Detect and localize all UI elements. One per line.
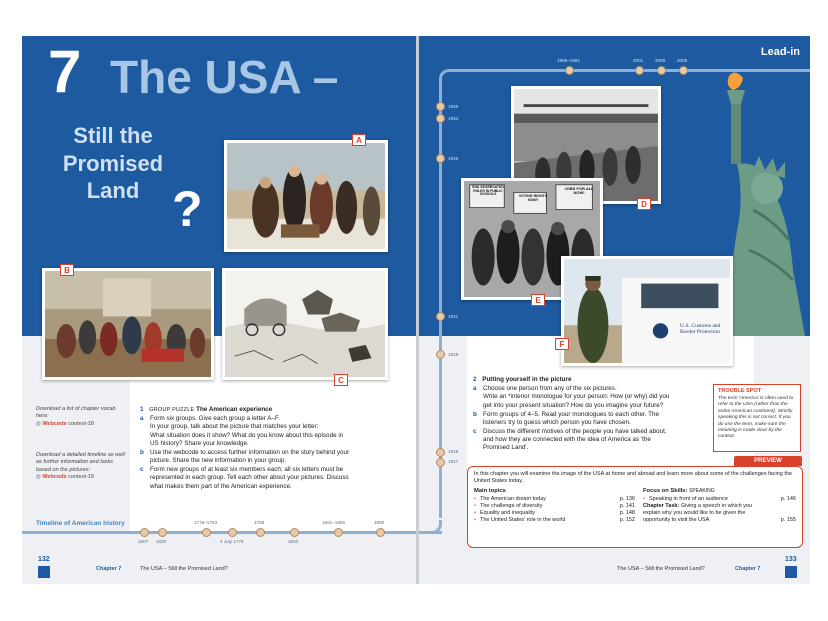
page-number: 132	[38, 556, 50, 563]
timeline-dot[interactable]	[376, 528, 385, 537]
timeline-dot[interactable]	[202, 528, 211, 537]
footer-title: The USA – Still the Promised Land?	[140, 566, 228, 572]
bullet-icon: •	[643, 495, 645, 502]
subtitle-line: Still the	[73, 123, 153, 148]
item-line: Form groups of 4–5. Read your monologues to each other. The	[483, 410, 659, 418]
task-number: 1	[140, 406, 144, 413]
chapter-task-line: Giving a speech in which you	[680, 502, 753, 509]
topic-link[interactable]	[474, 496, 635, 503]
timeline-dot[interactable]	[436, 154, 445, 163]
timeline-year: 1803	[288, 539, 299, 544]
footer-chapter: Chapter 7	[96, 566, 122, 572]
timeline-corner-top	[439, 69, 453, 83]
item-line: picture. Share the new information in your group.	[150, 457, 287, 465]
item-line: Form new groups of at least six members each; all six letters must be	[150, 466, 344, 474]
task-number: 2	[473, 376, 477, 383]
webcode-vocab-link[interactable]	[36, 421, 128, 428]
webcode-icon: ◎	[36, 420, 41, 427]
pilgrims-painting-icon	[227, 143, 385, 249]
trouble-spot-box	[713, 384, 801, 452]
focus-page: p. 146	[780, 495, 796, 502]
timeline-dot[interactable]	[436, 312, 445, 321]
timeline-dot[interactable]	[436, 448, 445, 457]
chapter-task-row	[643, 517, 796, 524]
vehicle-text	[680, 323, 733, 336]
timeline-year: 1775–1783	[194, 520, 217, 525]
webcode-timeline-link[interactable]	[36, 474, 128, 481]
task-2	[473, 376, 709, 453]
timeline-year: 1945	[448, 156, 459, 161]
timeline-year: 1989–1991	[557, 58, 580, 63]
topic-label: The American dream today	[480, 495, 547, 502]
timeline-year: 4 July 1776	[220, 539, 244, 544]
footer-marker	[785, 566, 797, 578]
item-line: Use the webcode to access further information on the story behind your	[150, 448, 350, 456]
timeline-year: 1789	[254, 520, 265, 525]
declaration-painting-icon	[45, 271, 211, 377]
footer-marker	[38, 566, 50, 578]
chapter-task-line: explain why you would like to be given the	[643, 510, 746, 517]
timeline-year: 1917	[448, 459, 459, 464]
photo-label-f: F	[555, 338, 569, 350]
photo-c-wagon-train[interactable]	[222, 268, 388, 380]
preview-box	[467, 466, 803, 548]
photo-b-declaration[interactable]	[42, 268, 214, 380]
webcode-code: context-19	[68, 474, 94, 481]
preview-columns	[474, 488, 796, 524]
photo-label-b: B	[60, 264, 74, 276]
timeline-year: 1954	[448, 116, 459, 121]
photo-a-pilgrims[interactable]	[224, 140, 388, 252]
timeline-year: 1620	[156, 539, 167, 544]
bullet-icon: •	[474, 502, 476, 509]
item-line: Form six groups. Give each group a letter A–F.	[150, 415, 280, 423]
left-page	[22, 36, 416, 584]
timeline-dot[interactable]	[436, 102, 445, 111]
task-1-item-a	[140, 415, 408, 448]
topic-page: p. 136	[619, 495, 635, 502]
sidenote-timeline	[36, 452, 128, 482]
task-1-item-b	[140, 449, 408, 465]
webcode-code: context-18	[68, 420, 94, 427]
bullet-icon: •	[474, 495, 476, 502]
item-letter: a	[140, 415, 144, 423]
item-letter: a	[473, 385, 477, 393]
item-line: represented in each group. Tell each other about your pictures. Discuss	[150, 474, 349, 482]
topic-label: Equality and inequality	[480, 510, 536, 517]
timeline-title: Timeline of American history	[36, 520, 125, 527]
item-letter: c	[140, 466, 144, 474]
item-letter: b	[473, 410, 477, 418]
webcode-icon: ◎	[36, 474, 41, 481]
chapter-task[interactable]	[643, 503, 796, 510]
timeline-dot[interactable]	[290, 528, 299, 537]
topic-label: The challenge of diversity	[480, 502, 543, 509]
item-line: What situation does it show? What do you know about this episode in	[150, 431, 344, 439]
trouble-spot-title: TROUBLE SPOT	[718, 388, 762, 394]
preview-focus	[635, 488, 796, 524]
item-line: In your group, talk about the picture that matches your letter:	[150, 423, 319, 431]
chapter-number: 7	[48, 38, 82, 105]
webcode-brand: Webcode	[42, 420, 67, 427]
timeline-dot[interactable]	[565, 66, 574, 75]
photo-label-c: C	[334, 374, 348, 386]
protest-sign: JOBS FOR ALL NOW!	[564, 186, 594, 196]
timeline-dot[interactable]	[436, 114, 445, 123]
protest-sign: VOTING RIGHTS NOW!	[518, 194, 548, 202]
focus-title-text: Focus on Skills:	[643, 488, 688, 495]
focus-label: Speaking in front of an audience	[649, 495, 728, 502]
item-line: what makes them part of the American experience.	[150, 482, 292, 490]
task-2-item-c	[473, 428, 709, 453]
focus-link[interactable]	[643, 496, 796, 503]
focus-subtitle: SPEAKING	[689, 488, 715, 495]
chapter-subtitle	[54, 122, 172, 205]
timeline-year: 1861–1865	[322, 520, 345, 525]
item-line: Choose one person from any of the six pictures.	[483, 385, 617, 393]
photo-label-e: E	[531, 294, 545, 306]
bullet-icon: •	[474, 510, 476, 517]
timeline-dot[interactable]	[436, 350, 445, 359]
timeline-dot[interactable]	[256, 528, 265, 537]
photo-f-border-protection[interactable]	[561, 256, 733, 366]
timeline-dot[interactable]	[657, 66, 666, 75]
preview-tag: PREVIEW	[734, 456, 802, 466]
item-line: get into your present situation? How do you imagine your future?	[483, 401, 664, 409]
right-page	[419, 36, 810, 584]
sidenote-vocab-text: Download a list of chapter vocab here:	[36, 406, 116, 420]
vehicle-text-line: U.S. Customs and	[680, 323, 721, 329]
timeline-dot[interactable]	[140, 528, 149, 537]
subtitle-line: Land	[86, 178, 140, 203]
item-letter: c	[473, 428, 477, 436]
task-1-item-c	[140, 466, 408, 491]
timeline-year: 1929	[448, 352, 459, 357]
wagon-engraving-icon	[225, 271, 385, 377]
topic-page: p. 148	[619, 510, 635, 517]
timeline-year: 1955	[448, 104, 459, 109]
task-title: The American experience	[196, 406, 273, 413]
topic-page: p. 141	[619, 502, 635, 509]
timeline-year: 1607	[138, 539, 149, 544]
timeline-line	[22, 531, 416, 534]
item-line: US history? Share your knowledge.	[150, 439, 249, 447]
photo-label-d: D	[637, 198, 651, 210]
preview-intro: In this chapter you will examine the image of the USA at home and abroad and learn more about some of the challenges facing the United States today.	[474, 471, 792, 485]
border-protection-photo-icon	[564, 259, 730, 363]
topic-page: p. 152	[619, 517, 635, 524]
webcode-brand: Webcode	[42, 474, 67, 481]
timeline-year: 1919	[448, 449, 459, 454]
trouble-spot-text: The term 'America' is often used to refer to the USA (rather than the entire American continent). Strictly speaking this is not correct. If you do use the term, make sure the meaning is made clear by the context.	[718, 396, 794, 440]
timeline-dot[interactable]	[436, 458, 445, 467]
task-1	[140, 406, 408, 491]
timeline-year: 2006	[655, 58, 666, 63]
item-letter: b	[140, 448, 144, 456]
timeline-year: 2001	[633, 58, 644, 63]
sidenote-timeline-text: Download a detailed timeline as well as further information and tasks based on the pictures:	[36, 452, 125, 473]
item-line: and how they are connected with the idea of America as 'the	[483, 436, 651, 444]
sidenote-vocab	[36, 406, 128, 428]
timeline-year: 1890	[374, 520, 385, 525]
timeline-dot[interactable]	[334, 528, 343, 537]
photo-label-a: A	[352, 134, 366, 146]
main-topics-title: Main topics	[474, 488, 506, 495]
page-number: 133	[785, 556, 797, 563]
task-type: GROUP PUZZLE	[149, 407, 195, 413]
vehicle-text-line: Border Protection	[680, 329, 720, 336]
textbook-spread	[22, 36, 810, 584]
focus-title	[643, 488, 796, 496]
footer-chapter: Chapter 7	[735, 566, 761, 572]
chapter-task-title: Chapter Task:	[643, 502, 680, 509]
item-line: Write an *interior monologue for your person: How (or why) did you	[483, 393, 670, 401]
subtitle-line: Promised	[62, 150, 164, 176]
task-title: Putting yourself in the picture	[482, 376, 572, 383]
timeline-year: 2008	[677, 58, 688, 63]
footer-title: The USA – Still the Promised Land?	[617, 566, 705, 572]
question-mark: ?	[172, 181, 203, 237]
timeline-dot[interactable]	[635, 66, 644, 75]
timeline-dot[interactable]	[158, 528, 167, 537]
chapter-title: The USA –	[110, 51, 339, 103]
timeline-dot[interactable]	[679, 66, 688, 75]
topic-link[interactable]	[474, 503, 635, 510]
item-line: listeners try to guess which person you have chosen.	[483, 418, 631, 426]
chapter-task-line: opportunity to visit the USA	[643, 517, 710, 524]
topic-link[interactable]	[474, 510, 635, 517]
task-2-item-a	[473, 385, 709, 410]
bullet-icon: •	[474, 517, 476, 524]
timeline-dot[interactable]	[228, 528, 237, 537]
task-2-item-b	[473, 411, 709, 427]
timeline-year: 1941	[448, 314, 459, 319]
topic-link[interactable]	[474, 517, 635, 524]
section-label: Lead-in	[760, 46, 800, 58]
item-line: Discuss the different motives of the people you have talked about,	[483, 428, 667, 436]
task-1-heading	[140, 406, 408, 414]
preview-main-topics	[474, 488, 635, 524]
task-2-heading	[473, 376, 709, 384]
topic-label: The United States' role in the world	[480, 517, 566, 524]
item-line: Promised Land'.	[483, 444, 529, 452]
protest-sign: END SEGREGATED RULES IN PUBLIC SCHOOLS	[472, 185, 504, 197]
chapter-task-page: p. 155	[780, 517, 796, 524]
